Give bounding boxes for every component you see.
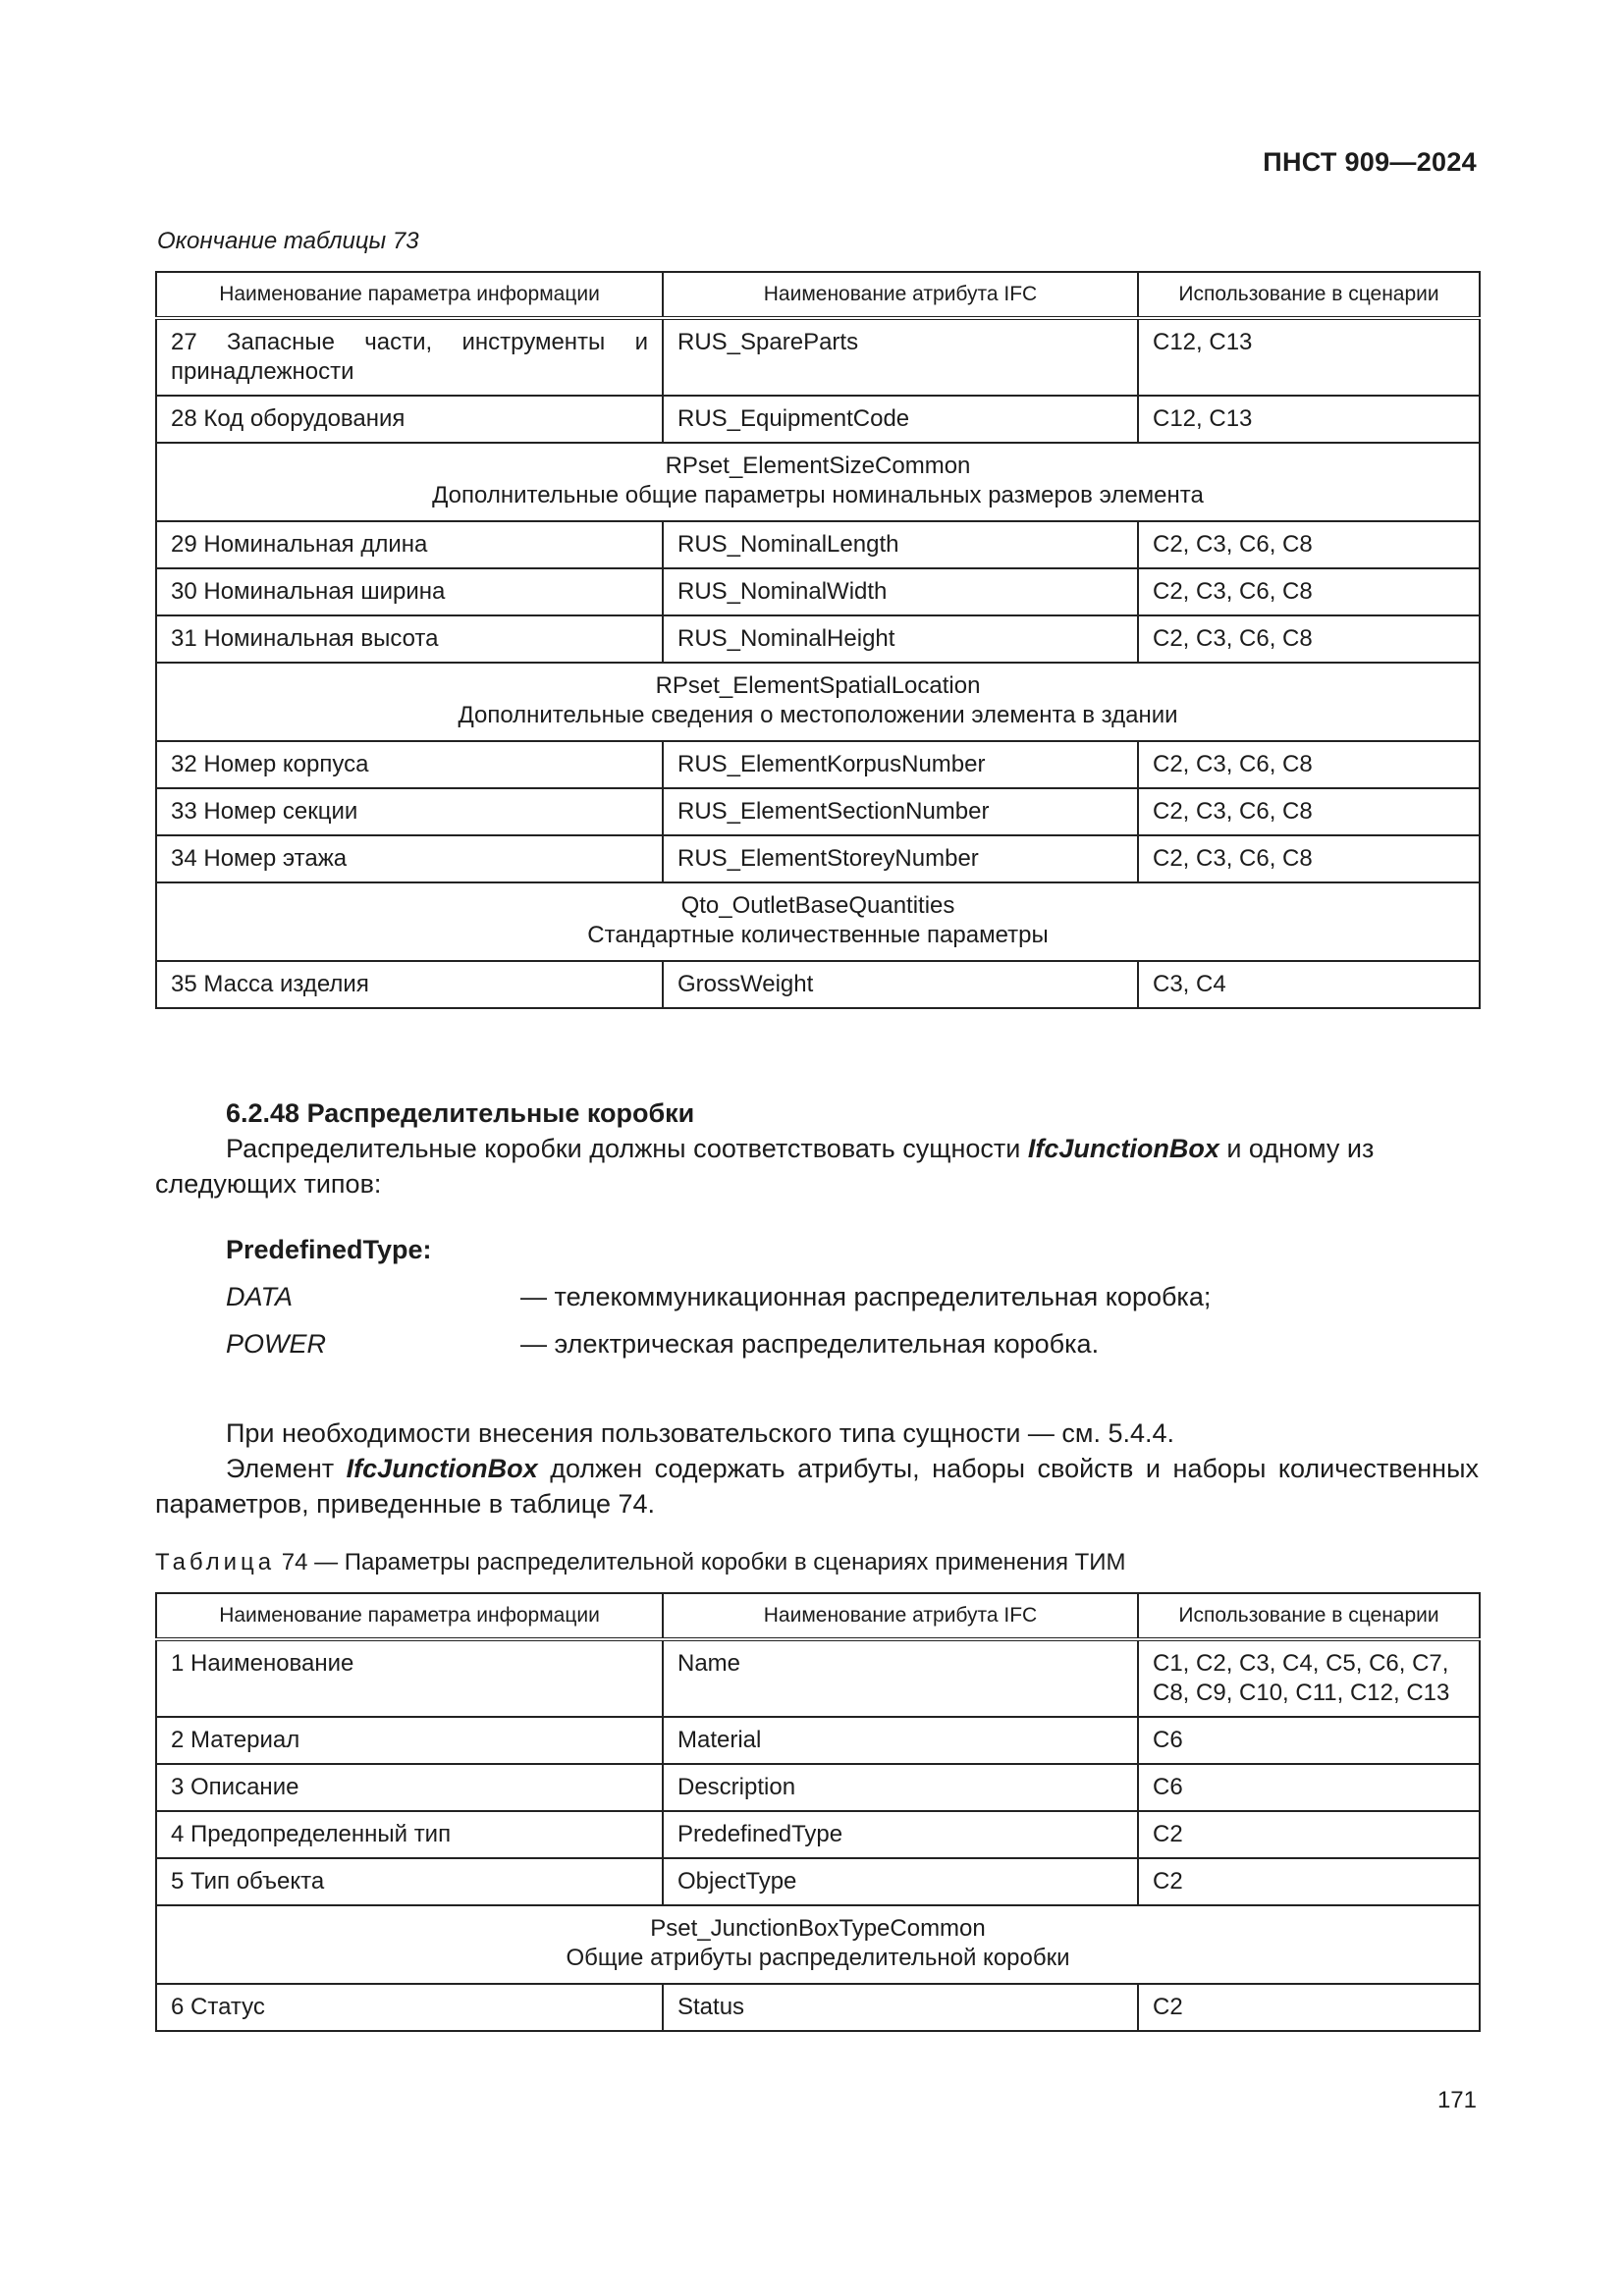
usage-cell: С12, С13: [1138, 318, 1480, 396]
usage-cell: С2, С3, С6, С8: [1138, 788, 1480, 835]
param-cell: 4 Предопределенный тип: [156, 1811, 663, 1858]
ifc-attribute-cell: RUS_NominalHeight: [663, 615, 1138, 663]
column-header: Наименование атрибута IFC: [663, 1593, 1138, 1639]
param-cell: 29 Номинальная длина: [156, 521, 663, 568]
table-row: [156, 741, 1480, 788]
table-row: [156, 615, 1480, 663]
usage-cell: С2, С3, С6, С8: [1138, 521, 1480, 568]
param-cell: 33 Номер секции: [156, 788, 663, 835]
element-paragraphs: [155, 1415, 1479, 1522]
table-label: Таблица: [155, 1549, 276, 1575]
usage-cell: С2, С3, С6, С8: [1138, 741, 1480, 788]
section-heading: 6.2.48 Распределительные коробки: [226, 1098, 695, 1128]
intro-text: Распределительные коробки должны соответствовать сущности: [226, 1134, 1028, 1163]
usage-cell: С2: [1138, 1811, 1480, 1858]
pset-description: Стандартные количественные параметры: [587, 922, 1049, 948]
section-cell: [156, 663, 1480, 741]
section-row: [156, 882, 1480, 961]
pset-description: Общие атрибуты распределительной коробки: [566, 1945, 1070, 1971]
usage-cell: С6: [1138, 1717, 1480, 1764]
table-row: [156, 1639, 1480, 1717]
pset-name: RPset_ElementSizeCommon: [665, 453, 971, 479]
ifc-attribute-cell: RUS_SpareParts: [663, 318, 1138, 396]
section-cell: [156, 1905, 1480, 1984]
ifc-attribute-cell: RUS_NominalWidth: [663, 568, 1138, 615]
usage-cell: С2: [1138, 1984, 1480, 2031]
custom-type-paragraph: При необходимости внесения пользовательского типа сущности — см. 5.4.4.: [226, 1418, 1175, 1448]
column-header: Использование в сценарии: [1138, 272, 1480, 318]
usage-cell: С6: [1138, 1764, 1480, 1811]
table-row: [156, 521, 1480, 568]
usage-cell: С3, С4: [1138, 961, 1480, 1008]
ifc-attribute-cell: GrossWeight: [663, 961, 1138, 1008]
param-cell: 1 Наименование: [156, 1639, 663, 1717]
entity-name: IfcJunctionBox: [1027, 1134, 1219, 1163]
document-code: ПНСТ 909—2024: [1263, 147, 1477, 177]
column-header: Наименование атрибута IFC: [663, 272, 1138, 318]
param-cell: 3 Описание: [156, 1764, 663, 1811]
type-code: DATA: [226, 1282, 294, 1311]
section-intro-paragraph: [155, 1131, 1479, 1201]
table-73: [155, 271, 1481, 1009]
type-list-item: [226, 1329, 1099, 1360]
param-cell: 31 Номинальная высота: [156, 615, 663, 663]
table-74-caption: [155, 1549, 1126, 1576]
param-cell: 30 Номинальная ширина: [156, 568, 663, 615]
element-paragraph: [155, 1451, 1479, 1522]
page-number: 171: [1436, 2087, 1477, 2113]
type-list-item: [226, 1282, 1211, 1312]
param-cell: 5 Тип объекта: [156, 1858, 663, 1905]
pset-description: Дополнительные общие параметры номинальных размеров элемента: [432, 482, 1204, 508]
element-text: должен содержать атрибуты, наборы свойств и наборы количественных параметров, приведенные в таблице 74.: [155, 1454, 1480, 1519]
table-row: [156, 568, 1480, 615]
ifc-attribute-cell: RUS_ElementKorpusNumber: [663, 741, 1138, 788]
ifc-attribute-cell: RUS_EquipmentCode: [663, 396, 1138, 443]
table-row: [156, 1858, 1480, 1905]
table-73-continuation-caption: Окончание таблицы 73: [157, 228, 419, 254]
table-row: [156, 961, 1480, 1008]
table-73-body: [156, 318, 1480, 1008]
element-text: Элемент: [226, 1454, 347, 1483]
ifc-attribute-cell: Material: [663, 1717, 1138, 1764]
table-row: [156, 1717, 1480, 1764]
section-cell: [156, 443, 1480, 521]
ifc-attribute-cell: Description: [663, 1764, 1138, 1811]
table-row: [156, 1764, 1480, 1811]
table-row: [156, 396, 1480, 443]
usage-cell: С1, С2, С3, С4, С5, С6, С7, С8, С9, С10, С11, С12, С13: [1138, 1639, 1480, 1717]
ifc-attribute-cell: Name: [663, 1639, 1138, 1717]
ifc-attribute-cell: RUS_NominalLength: [663, 521, 1138, 568]
ifc-attribute-cell: PredefinedType: [663, 1811, 1138, 1858]
usage-cell: С2, С3, С6, С8: [1138, 568, 1480, 615]
usage-cell: С2, С3, С6, С8: [1138, 615, 1480, 663]
table-74-body: [156, 1639, 1480, 2031]
ifc-attribute-cell: Status: [663, 1984, 1138, 2031]
table-row: [156, 788, 1480, 835]
table-74: [155, 1592, 1481, 2032]
table-header-row: [156, 1593, 1480, 1639]
usage-cell: С2, С3, С6, С8: [1138, 835, 1480, 882]
entity-name: IfcJunctionBox: [346, 1454, 538, 1483]
column-header: Наименование параметра информации: [156, 1593, 663, 1639]
column-header: Использование в сценарии: [1138, 1593, 1480, 1639]
pset-name: RPset_ElementSpatialLocation: [655, 672, 981, 699]
table-row: [156, 1984, 1480, 2031]
usage-cell: С2: [1138, 1858, 1480, 1905]
intro-text: и одному из следующих типов:: [155, 1134, 1375, 1199]
param-cell: 35 Масса изделия: [156, 961, 663, 1008]
pset-name: Qto_OutletBaseQuantities: [680, 892, 955, 919]
table-title: 74 — Параметры распределительной коробки в сценариях применения ТИМ: [275, 1549, 1126, 1575]
section-block: [155, 1095, 1479, 1201]
predefined-type-label: PredefinedType:: [226, 1235, 432, 1264]
table-row: [156, 1811, 1480, 1858]
ifc-attribute-cell: RUS_ElementStoreyNumber: [663, 835, 1138, 882]
section-row: [156, 443, 1480, 521]
param-cell: 34 Номер этажа: [156, 835, 663, 882]
table-header-row: [156, 272, 1480, 318]
param-cell: 27 Запасные части, инструменты и принадлежности: [156, 318, 663, 396]
pset-name: Pset_JunctionBoxTypeCommon: [650, 1915, 986, 1942]
table-row: [156, 835, 1480, 882]
section-cell: [156, 882, 1480, 961]
section-row: [156, 1905, 1480, 1984]
param-cell: 2 Материал: [156, 1717, 663, 1764]
usage-cell: С12, С13: [1138, 396, 1480, 443]
column-header: Наименование параметра информации: [156, 272, 663, 318]
type-code: POWER: [226, 1329, 327, 1359]
type-description: — телекоммуникационная распределительная коробка;: [520, 1282, 1212, 1311]
type-description: — электрическая распределительная коробка.: [520, 1329, 1100, 1359]
pset-description: Дополнительные сведения о местоположении элемента в здании: [458, 702, 1178, 728]
param-cell: 28 Код оборудования: [156, 396, 663, 443]
param-cell: 32 Номер корпуса: [156, 741, 663, 788]
section-row: [156, 663, 1480, 741]
param-cell: 6 Статус: [156, 1984, 663, 2031]
ifc-attribute-cell: ObjectType: [663, 1858, 1138, 1905]
table-row: [156, 318, 1480, 396]
ifc-attribute-cell: RUS_ElementSectionNumber: [663, 788, 1138, 835]
